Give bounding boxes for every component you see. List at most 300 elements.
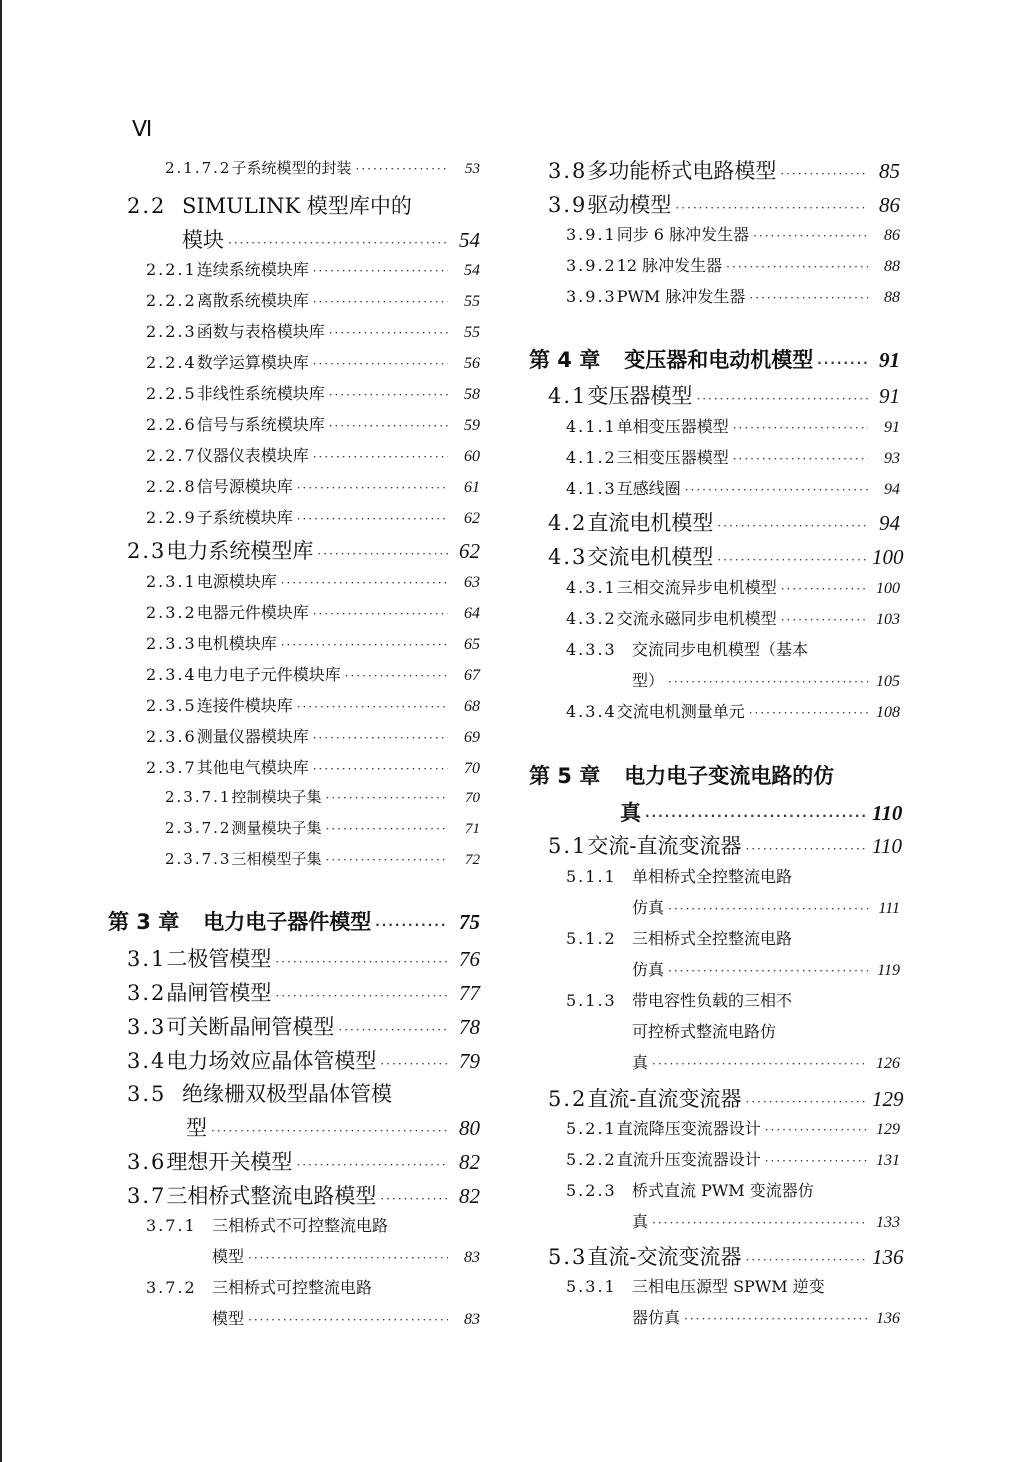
section-title: 电源模块库	[196, 572, 277, 591]
section-title: 子系统模型的封装	[231, 159, 352, 177]
section-title: 电力场效应晶体管模型	[166, 1049, 377, 1073]
section-number: 5.1.1	[566, 867, 617, 886]
leader-dots	[313, 732, 448, 744]
chapter-title: 真	[620, 801, 641, 825]
page-ref: 54	[464, 262, 480, 279]
section-title: 仿真	[632, 960, 665, 979]
leader-dots	[765, 1155, 868, 1167]
toc-entry	[632, 1019, 900, 1042]
page-ref: 78	[459, 1015, 480, 1039]
toc-entry	[566, 284, 900, 307]
page-ref: 91	[884, 419, 900, 436]
page-ref: 82	[459, 1150, 480, 1174]
section-number: 2.3.4	[146, 665, 197, 684]
page-ref: 110	[872, 834, 902, 858]
section-title: 可控桥式整流电路仿	[632, 1022, 777, 1041]
page-ref: 76	[459, 947, 480, 971]
toc-entry	[566, 637, 900, 660]
page-ref: 80	[459, 1116, 480, 1140]
section-title: 仪器仪表模块库	[196, 446, 309, 465]
toc-entry	[632, 1209, 900, 1232]
section-title: 直流电机模型	[587, 511, 714, 535]
toc-entry	[146, 631, 480, 654]
toc-entry	[146, 319, 480, 342]
section-title: 离散系统模块库	[196, 291, 309, 310]
leader-dots	[733, 422, 868, 434]
page-ref: 61	[464, 479, 480, 496]
leader-dots	[781, 614, 868, 626]
page-ref: 54	[459, 228, 480, 252]
page-ref: 63	[464, 574, 480, 591]
toc-entry	[566, 253, 900, 276]
leader-dots	[753, 230, 868, 242]
page-ref: 85	[879, 159, 900, 183]
toc-entry	[146, 724, 480, 747]
page-ref: 60	[464, 448, 480, 465]
toc-entry	[566, 699, 900, 722]
page-ref: 131	[876, 1152, 900, 1169]
toc-entry	[127, 190, 480, 220]
page-ref: 100	[872, 545, 904, 569]
toc-entry	[127, 943, 480, 973]
leader-dots	[780, 168, 868, 180]
section-title: 三相变压器模型	[616, 448, 729, 467]
toc-entry	[146, 257, 480, 280]
leader-dots	[326, 854, 449, 866]
chapter-number: 第 4 章	[529, 348, 601, 372]
section-title: 型	[186, 1116, 207, 1140]
page-ref: 56	[464, 355, 480, 372]
section-title: 三相模型子集	[231, 850, 322, 868]
page-ref: 119	[877, 962, 900, 979]
section-title: PWM 脉冲发生器	[616, 287, 746, 306]
section-number: 5.1.3	[566, 991, 617, 1010]
section-number: 4.1.1	[566, 417, 617, 436]
leader-dots	[645, 810, 868, 822]
section-number: 4.2	[548, 511, 588, 535]
leader-dots	[296, 1159, 448, 1171]
leader-dots	[781, 583, 868, 595]
page-ref: 83	[464, 1311, 480, 1328]
chapter-title: 电力电子变流电路的仿	[624, 764, 835, 788]
toc-entry	[127, 1146, 480, 1176]
section-title: 交流永磁同步电机模型	[616, 609, 777, 628]
section-number: 2.3.5	[146, 696, 197, 715]
page-ref: 94	[884, 481, 900, 498]
section-title: 驱动模型	[587, 193, 672, 217]
toc-entry	[632, 895, 900, 918]
toc-entry	[127, 535, 480, 565]
section-title: 型）	[632, 671, 665, 690]
leader-dots	[749, 292, 868, 304]
leader-dots	[329, 389, 448, 401]
section-number: 3.7	[127, 1184, 167, 1208]
page-ref: 65	[464, 636, 480, 653]
toc-entry	[566, 864, 900, 887]
toc-entry	[566, 1178, 900, 1201]
leader-dots	[696, 393, 868, 405]
leader-dots	[228, 237, 448, 249]
toc-entry	[146, 1275, 480, 1298]
toc-entry	[146, 412, 480, 435]
leader-dots	[313, 265, 448, 277]
section-title: 直流-交流变流器	[587, 1245, 742, 1269]
section-number: 2.3.1	[146, 572, 197, 591]
toc-entry	[566, 445, 900, 468]
page-ref: 58	[464, 386, 480, 403]
section-title: 控制模块子集	[231, 788, 322, 806]
section-title: 模型	[212, 1247, 245, 1266]
chapter-title: 变压器和电动机模型	[624, 348, 814, 372]
leader-dots	[733, 453, 868, 465]
section-number: 2.2.8	[146, 477, 197, 496]
toc-entry	[146, 443, 480, 466]
section-number: 4.3	[548, 545, 588, 569]
toc-entry	[146, 350, 480, 373]
leader-dots	[329, 327, 448, 339]
leader-dots	[380, 1193, 448, 1205]
leader-dots	[375, 919, 448, 931]
section-title: 电力系统模型库	[166, 539, 314, 563]
chapter-number: 第 3 章	[108, 910, 180, 934]
leader-dots	[668, 676, 868, 688]
toc-entry	[548, 155, 900, 185]
toc-entry	[165, 848, 480, 869]
toc-entry	[529, 760, 900, 790]
leader-dots	[297, 482, 448, 494]
leader-dots	[297, 701, 448, 713]
section-title: 信号与系统模块库	[196, 415, 325, 434]
leader-dots	[746, 843, 868, 855]
section-number: 4.3.1	[566, 578, 617, 597]
section-number: 5.2.1	[566, 1119, 617, 1138]
section-title: 可关断晶闸管模型	[166, 1015, 335, 1039]
leader-dots	[248, 1252, 448, 1264]
section-title: 桥式直流 PWM 变流器仿	[632, 1181, 814, 1200]
leader-dots	[313, 451, 448, 463]
leader-dots	[668, 903, 868, 915]
page-ref: 100	[876, 580, 900, 597]
section-number: 2.3.6	[146, 727, 197, 746]
page-ref: 77	[459, 981, 480, 1005]
section-number: 2.3.7.3	[165, 850, 232, 868]
leader-dots	[313, 608, 448, 620]
leader-dots	[668, 965, 868, 977]
page-ref: 82	[459, 1184, 480, 1208]
section-title: 互感线圈	[616, 479, 681, 498]
section-number: 2.2.4	[146, 353, 197, 372]
section-title: 三相桥式可控整流电路	[212, 1278, 373, 1297]
toc-entry	[566, 575, 900, 598]
page-ref: 86	[884, 227, 900, 244]
toc-entry	[548, 1083, 904, 1113]
section-number: 5.1	[548, 834, 588, 858]
section-number: 4.3.2	[566, 609, 617, 628]
leader-dots	[281, 639, 448, 651]
section-number: 2.3.7	[146, 758, 197, 777]
section-number: 2.3	[127, 539, 167, 563]
page-ref: 136	[876, 1310, 900, 1327]
section-title: 子系统模块库	[196, 508, 293, 527]
section-title: 多功能桥式电路模型	[587, 159, 777, 183]
section-title: 直流-直流变流器	[587, 1087, 742, 1111]
section-title: 模型	[212, 1309, 245, 1328]
leader-dots	[652, 1217, 868, 1229]
toc-entry	[548, 1241, 904, 1271]
page-ref: 103	[876, 611, 900, 628]
page-ref: 68	[464, 698, 480, 715]
page-ref: 79	[459, 1049, 480, 1073]
toc-entry	[146, 600, 480, 623]
leader-dots	[326, 823, 449, 835]
toc-entry	[146, 288, 480, 311]
leader-dots	[313, 358, 448, 370]
toc-entry	[165, 817, 480, 838]
section-number: 4.1.2	[566, 448, 617, 467]
section-number: 3.1	[127, 947, 167, 971]
leader-dots	[248, 1314, 448, 1326]
section-title: 测量仪器模块库	[196, 727, 309, 746]
toc-entry	[632, 668, 900, 691]
page-ref: 75	[459, 910, 480, 934]
toc-entry	[146, 1213, 480, 1236]
page-ref: 133	[876, 1214, 900, 1231]
toc-entry	[632, 1305, 900, 1328]
toc-entry	[566, 1116, 900, 1139]
section-title: 电器元件模块库	[196, 603, 309, 622]
section-title: 连续系统模块库	[196, 260, 309, 279]
page-ref: 136	[872, 1245, 904, 1269]
section-number: 5.3.1	[566, 1277, 617, 1296]
toc-entry	[548, 541, 904, 571]
section-title: 模块	[182, 228, 224, 252]
leader-dots	[275, 956, 448, 968]
toc-entry	[632, 957, 900, 980]
toc-entry	[127, 1078, 480, 1108]
toc-entry	[566, 414, 900, 437]
section-number: 3.6	[127, 1150, 167, 1174]
page-ref: 55	[464, 293, 480, 310]
section-number: 5.3	[548, 1245, 588, 1269]
page-ref: 70	[464, 760, 480, 777]
page-ref: 126	[876, 1055, 900, 1072]
leader-dots	[313, 763, 448, 775]
page-ref: 69	[464, 729, 480, 746]
section-number: 5.2.2	[566, 1150, 617, 1169]
toc-entry	[632, 1050, 900, 1073]
page-ref: 71	[465, 821, 480, 837]
page-ref: 53	[465, 161, 480, 177]
page-ref: 67	[464, 667, 480, 684]
page-ref: 111	[878, 900, 900, 917]
leader-dots	[297, 513, 448, 525]
section-title: 变压器模型	[587, 384, 693, 408]
section-number: 3.9.1	[566, 225, 617, 244]
section-title: 理想开关模型	[166, 1150, 293, 1174]
page-ref: 72	[465, 852, 480, 868]
page-ref: 62	[464, 510, 480, 527]
page-ref: 59	[464, 417, 480, 434]
section-number: 4.1	[548, 384, 588, 408]
section-number: 2.2.3	[146, 322, 197, 341]
toc-entry	[566, 606, 900, 629]
section-number: 3.2	[127, 981, 167, 1005]
toc-entry	[548, 380, 900, 410]
leader-dots	[746, 1254, 868, 1266]
section-title: 数学运算模块库	[196, 353, 309, 372]
leader-dots	[356, 163, 449, 175]
toc-entry	[566, 926, 900, 949]
section-title: 交流电机测量单元	[616, 702, 745, 721]
toc-entry	[548, 830, 900, 860]
section-title: 交流电机模型	[587, 545, 714, 569]
section-title: 交流-直流变流器	[587, 834, 742, 858]
section-number: 3.9.3	[566, 287, 617, 306]
section-title: 三相桥式整流电路模型	[166, 1184, 377, 1208]
toc-entry	[165, 786, 480, 807]
toc-entry	[146, 755, 480, 778]
page-ref: 105	[876, 673, 900, 690]
toc-entry	[127, 1180, 480, 1210]
section-title: 其他电气模块库	[196, 758, 309, 777]
page-ref: 93	[884, 450, 900, 467]
toc-entry	[165, 157, 480, 178]
leader-dots	[675, 202, 868, 214]
section-title: 单相变压器模型	[616, 417, 729, 436]
section-number: 4.3.3	[566, 640, 617, 659]
section-title: 交流同步电机模型（基本	[632, 640, 809, 659]
toc-entry	[548, 189, 900, 219]
section-number: 2.3.7.1	[165, 788, 232, 806]
section-title: 连接件模块库	[196, 696, 293, 715]
page-ref: 88	[884, 289, 900, 306]
leader-dots	[652, 1058, 868, 1070]
leader-dots	[684, 1313, 868, 1325]
page-ref: 129	[876, 1121, 900, 1138]
toc-entry	[146, 662, 480, 685]
leader-dots	[275, 990, 448, 1002]
leader-dots	[717, 520, 868, 532]
leader-dots	[685, 484, 868, 496]
leader-dots	[746, 1096, 868, 1108]
leader-dots	[749, 707, 868, 719]
toc-entry	[566, 1274, 900, 1297]
section-number: 2.2.6	[146, 415, 197, 434]
section-title: SIMULINK 模型库中的	[182, 194, 412, 218]
page-ref: 86	[879, 193, 900, 217]
chapter-title: 电力电子器件模型	[203, 910, 372, 934]
leader-dots	[338, 1024, 448, 1036]
toc-entry	[127, 1011, 480, 1041]
toc-entry	[108, 906, 480, 936]
section-title: 测量模块子集	[231, 819, 322, 837]
leader-dots	[326, 792, 449, 804]
page-ref: 70	[465, 790, 480, 806]
toc-entry	[548, 507, 900, 537]
section-title: 电机模块库	[196, 634, 277, 653]
toc-entry	[182, 224, 480, 254]
leader-dots	[329, 420, 448, 432]
toc-entry	[127, 977, 480, 1007]
toc-entry	[186, 1112, 480, 1142]
section-number: 5.1.2	[566, 929, 617, 948]
section-number: 3.7.2	[146, 1278, 197, 1297]
page-ref: 88	[884, 258, 900, 275]
section-title: 绝缘栅双极型晶体管模	[182, 1082, 392, 1106]
section-number: 3.9.2	[566, 256, 617, 275]
page-ref: 91	[879, 348, 900, 372]
toc-entry	[146, 381, 480, 404]
toc-entry	[146, 474, 480, 497]
section-title: 三相桥式全控整流电路	[632, 929, 793, 948]
page-number: Ⅵ	[132, 116, 153, 141]
section-number: 2.2.5	[146, 384, 197, 403]
leader-dots	[345, 670, 448, 682]
section-number: 3.9	[548, 193, 588, 217]
section-number: 3.7.1	[146, 1216, 197, 1235]
page-border	[0, 0, 2, 1462]
page-ref: 129	[872, 1087, 904, 1111]
toc-entry	[620, 797, 903, 827]
page-ref: 64	[464, 605, 480, 622]
toc-entry	[566, 476, 900, 499]
section-title: 真	[632, 1212, 649, 1231]
section-title: 带电容性负载的三相不	[632, 991, 793, 1010]
section-number: 2.3.3	[146, 634, 197, 653]
section-number: 4.1.3	[566, 479, 617, 498]
toc-entry	[146, 693, 480, 716]
section-number: 2.2.2	[146, 291, 197, 310]
section-title: 仿真	[632, 898, 665, 917]
section-number: 5.2	[548, 1087, 588, 1111]
section-title: 直流降压变流器设计	[616, 1119, 761, 1138]
toc-entry	[146, 505, 480, 528]
section-title: 二极管模型	[166, 947, 272, 971]
page-ref: 55	[464, 324, 480, 341]
section-number: 2.2.9	[146, 508, 197, 527]
page-ref: 110	[872, 801, 903, 825]
page-ref: 83	[464, 1249, 480, 1266]
toc-entry	[566, 1147, 900, 1170]
chapter-number: 第 5 章	[529, 764, 601, 788]
section-number: 2.1.7.2	[165, 159, 232, 177]
section-title: 晶闸管模型	[166, 981, 272, 1005]
toc-entry	[212, 1306, 480, 1329]
leader-dots	[211, 1125, 448, 1137]
section-number: 5.2.3	[566, 1181, 617, 1200]
toc-entry	[127, 1045, 480, 1075]
leader-dots	[717, 554, 868, 566]
page-ref: 62	[459, 539, 480, 563]
leader-dots	[313, 296, 448, 308]
leader-dots	[817, 357, 868, 369]
toc-entry	[146, 569, 480, 592]
leader-dots	[317, 548, 448, 560]
section-title: 直流升压变流器设计	[616, 1150, 761, 1169]
section-number: 3.5	[127, 1082, 167, 1106]
section-number: 3.3	[127, 1015, 167, 1039]
leader-dots	[281, 577, 448, 589]
section-number: 2.3.7.2	[165, 819, 232, 837]
toc-entry	[529, 344, 900, 374]
page-ref: 91	[879, 384, 900, 408]
page-ref: 108	[876, 704, 900, 721]
section-number: 3.8	[548, 159, 588, 183]
section-title: 非线性系统模块库	[196, 384, 325, 403]
section-number: 2.2.1	[146, 260, 197, 279]
section-title: 单相桥式全控整流电路	[632, 867, 793, 886]
toc-entry	[566, 222, 900, 245]
